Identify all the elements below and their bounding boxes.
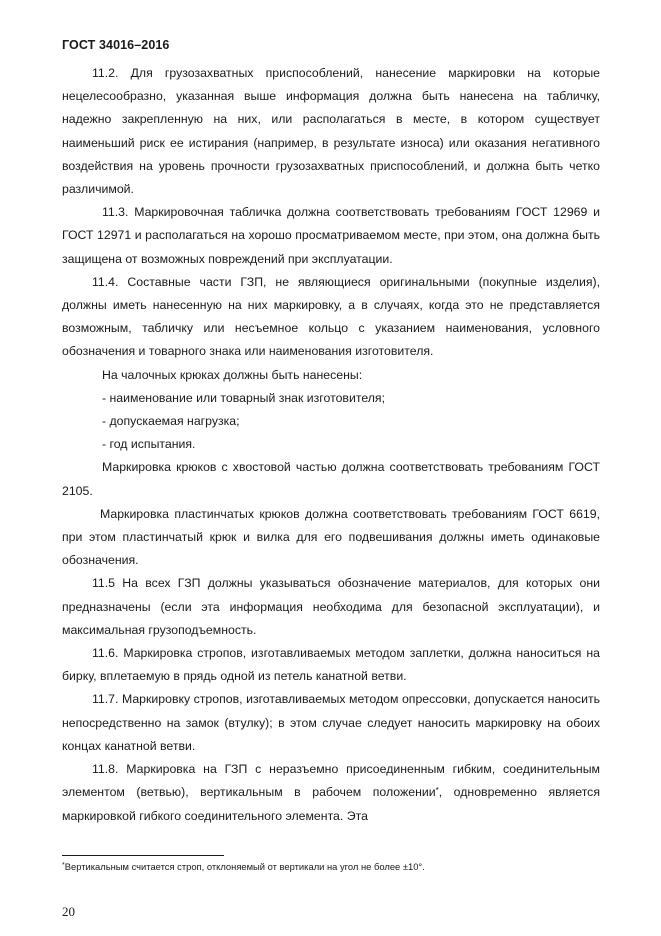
paragraph-11-3: 11.3. Маркировочная табличка должна соответствовать требованиям ГОСТ 12969 и ГОСТ 12971 и располагаться на хорошо просматриваемом месте, при этом, она должна быть защищена от возможных повреждений при эксплуатации.	[62, 205, 600, 266]
paragraph-plate-hooks: Маркировка пластинчатых крюков должна соответствовать требованиям ГОСТ 6619, при этом пластинчатый крюк и вилка для его подвешивания должны иметь одинаковые обозначения.	[62, 506, 600, 568]
list-item: - наименование или товарный знак изготовителя;	[102, 390, 385, 405]
paragraph-11-2: 11.2. Для грузозахватных приспособлений, нанесение маркировки на которые нецелесообразно, указанная выше информация должна быть нанесена на табличку, надежно закрепленную на них, или располагаться в месте, в котором существует наименьший риск ее истирания (например, в результате износа) или оказания негативного воздействия на уровень прочности грузозахватных приспособлений, и должна быть четко различимой.	[62, 66, 600, 197]
paragraph-11-5: 11.5 На всех ГЗП должны указываться обозначение материалов, для которых они предназначены (если эта информация необходима для безопасной эксплуатации), и максимальная грузоподъемность.	[62, 576, 600, 637]
paragraph-11-8-end: , одновременно является маркировкой гибкого соединительного элемента. Эта	[62, 785, 600, 823]
footnote	[62, 861, 602, 873]
footnote-marker: *	[62, 862, 65, 869]
document-header-code: ГОСТ 34016–2016	[62, 38, 170, 52]
paragraph-11-7: 11.7. Маркировку стропов, изготавливаемых методом опрессовки, допускается наносить непосредственно на замок (втулку); в этом случае следует наносить маркировку на обоих концах канатной ветви.	[62, 692, 600, 753]
list-item: - допускаемая нагрузка;	[102, 414, 240, 429]
paragraph-11-8-start: 11.8. Маркировка на ГЗП с неразъемно присоединенным гибким, соединительным элементом (ветвью), вертикальным в рабочем положении	[62, 762, 600, 800]
hooks-intro: На чалочных крюках должны быть нанесены:	[102, 367, 363, 382]
footnote-reference: *	[435, 786, 439, 796]
footnote-divider	[62, 855, 224, 856]
document-body	[62, 62, 600, 828]
paragraph-shank-hooks: Маркировка крюков с хвостовой частью должна соответствовать требованиям ГОСТ 2105.	[62, 460, 600, 498]
paragraph-11-4: 11.4. Составные части ГЗП, не являющиеся оригинальными (покупные изделия), должны иметь нанесенную на них маркировку, а в случаях, когда это не представляется возможным, табличку или несъемное кольцо с указанием наименования, условного обозначения и товарного знака или наименования изготовителя.	[62, 274, 600, 359]
paragraph-11-8	[62, 758, 600, 828]
paragraph-11-6: 11.6. Маркировка стропов, изготавливаемых методом заплетки, должна наноситься на бирку, вплетаемую в прядь одной из петель канатной ветви.	[62, 646, 600, 684]
footnote-text: Вертикальным считается строп, отклоняемый от вертикали на угол не более ±10°.	[64, 861, 425, 872]
list-item: - год испытания.	[102, 437, 196, 452]
page-number: 20	[62, 904, 75, 919]
